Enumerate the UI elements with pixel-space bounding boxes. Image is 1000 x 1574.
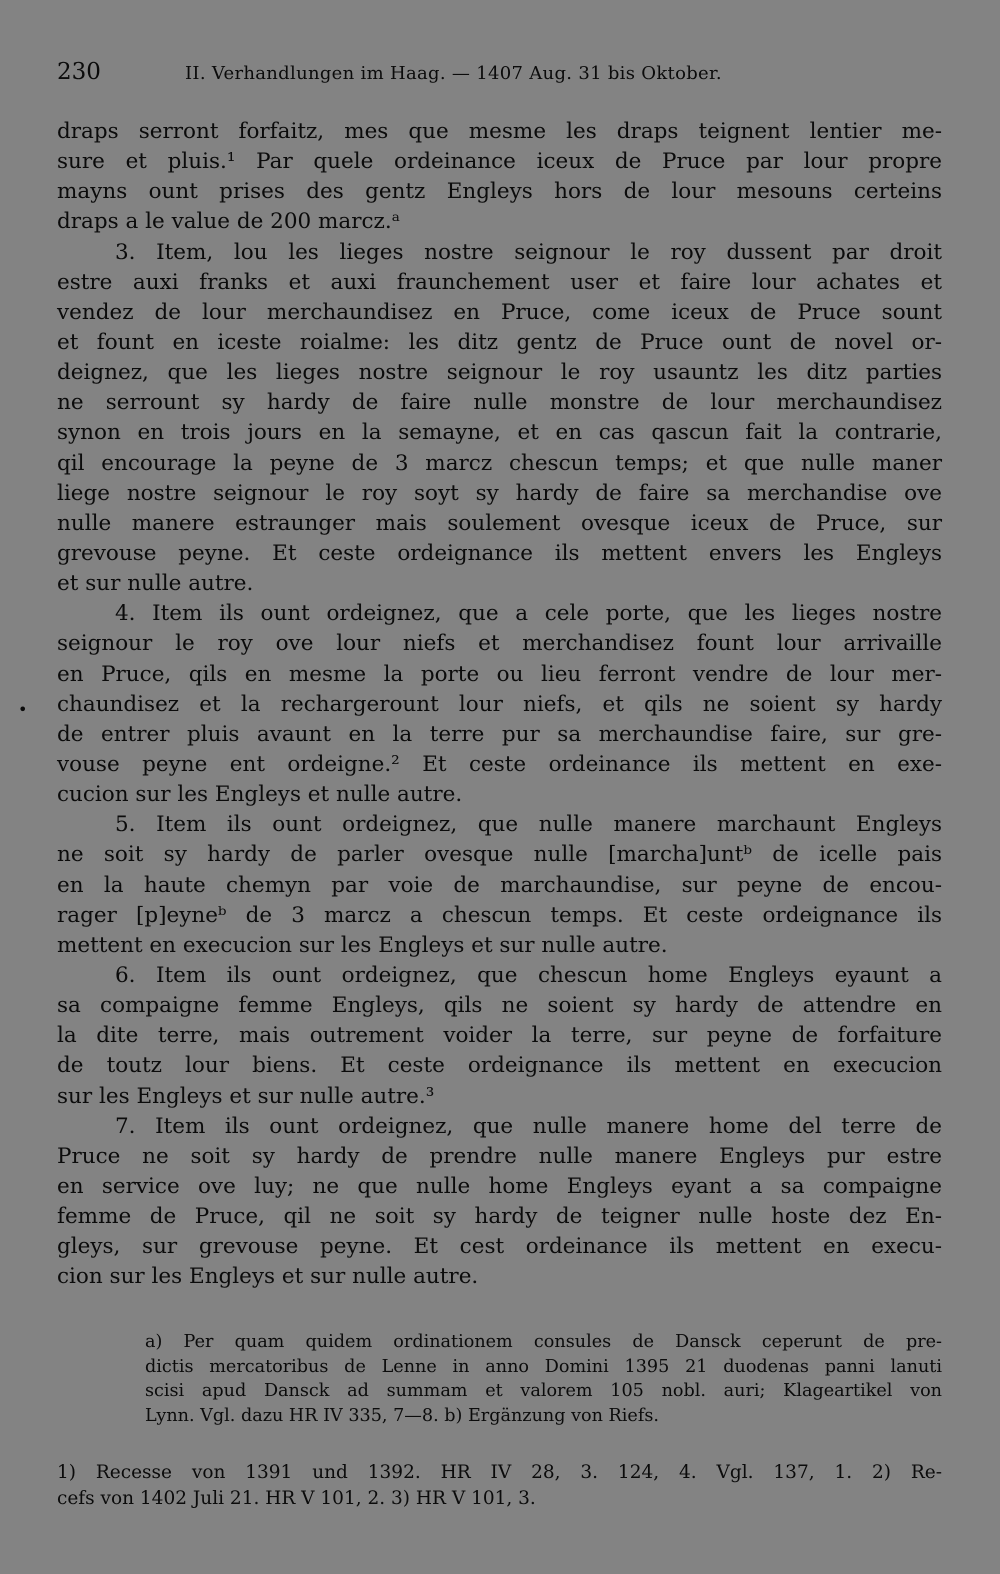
textual-note-line: scisi apud Dansck ad summam et valorem 105 nobl. auri; Klageartikel von — [145, 1381, 942, 1401]
text-line: deignez, que les lieges nostre seignour le roy usauntz les ditz parties — [57, 360, 942, 386]
text-line: ne serrount sy hardy de faire nulle monstre de lour merchaundisez — [57, 390, 942, 416]
text-line: estre auxi franks et auxi fraunchement user et faire lour achates et — [57, 269, 942, 295]
footnote-line: 1) Recesse von 1391 und 1392. HR IV 28, 3. 124, 4. Vgl. 137, 1. 2) Re- — [57, 1462, 942, 1483]
text-line: sure et pluis.¹ Par quele ordeinance iceux de Pruce par lour propre — [57, 149, 942, 175]
textual-notes — [145, 1330, 942, 1428]
text-line: sa compaigne femme Engleys, qils ne soient sy hardy de attendre en — [57, 993, 942, 1019]
text-line: nulle manere estraunger mais soulement ovesque iceux de Pruce, sur — [57, 510, 942, 536]
text-line: qil encourage la peyne de 3 marcz chescun temps; et que nulle maner — [57, 450, 942, 476]
text-line: en la haute chemyn par voie de marchaundise, sur peyne de encou- — [57, 872, 942, 898]
running-head — [57, 56, 942, 88]
text-line: en Pruce, qils en mesme la porte ou lieu ferront vendre de lour mer- — [57, 661, 942, 687]
main-text — [57, 117, 942, 1292]
footnotes — [57, 1460, 942, 1512]
text-line: sur les Engleys et sur nulle autre.³ — [57, 1083, 435, 1109]
text-line: vouse peyne ent ordeigne.² Et ceste ordeinance ils mettent en exe- — [57, 751, 942, 777]
text-line: cucion sur les Engleys et nulle autre. — [57, 782, 463, 808]
text-line: de toutz lour biens. Et ceste ordeignance ils mettent en execucion — [57, 1053, 942, 1079]
text-line: 6. Item ils ount ordeignez, que chescun home Engleys eyaunt a — [115, 962, 942, 988]
text-line: mayns ount prises des gentz Engleys hors de lour mesouns certeins — [57, 179, 942, 205]
margin-mark: • — [18, 700, 28, 719]
text-line: liege nostre seignour le roy soyt sy hardy de faire sa merchandise ove — [57, 480, 942, 506]
text-line: de entrer pluis avaunt en la terre pur sa merchaundise faire, sur gre- — [57, 721, 942, 747]
footnote-line: cefs von 1402 Juli 21. HR V 101, 2. 3) HR V 101, 3. — [57, 1488, 536, 1509]
text-line: et sur nulle autre. — [57, 571, 254, 597]
text-line: 5. Item ils ount ordeignez, que nulle manere marchaunt Engleys — [115, 812, 942, 838]
text-line: Pruce ne soit sy hardy de prendre nulle manere Engleys pur estre — [57, 1143, 942, 1169]
text-line: 4. Item ils ount ordeignez, que a cele porte, que les lieges nostre — [115, 601, 942, 627]
textual-note-line: Lynn. Vgl. dazu HR IV 335, 7—8. b) Ergänzung von Riefs. — [145, 1405, 659, 1426]
text-line: femme de Pruce, qil ne soit sy hardy de teigner nulle hoste dez En- — [57, 1204, 942, 1230]
running-title: II. Verhandlungen im Haag. — 1407 Aug. 31 bis Oktober. — [185, 63, 722, 84]
text-line: 7. Item ils ount ordeignez, que nulle manere home del terre de — [115, 1113, 942, 1139]
text-line: la dite terre, mais outrement voider la terre, sur peyne de forfaiture — [57, 1023, 942, 1049]
text-line: chaundisez et la rechargerount lour niefs, et qils ne soient sy hardy — [57, 691, 942, 717]
text-line: mettent en execucion sur les Engleys et sur nulle autre. — [57, 932, 668, 958]
text-line: gleys, sur grevouse peyne. Et cest ordeinance ils mettent en execu- — [57, 1234, 942, 1260]
text-line: et fount en iceste roialme: les ditz gentz de Pruce ount de novel or- — [57, 329, 942, 355]
textual-note-line: a) Per quam quidem ordinationem consules de Dansck ceperunt de pre- — [145, 1332, 942, 1352]
text-line: 3. Item, lou les lieges nostre seignour le roy dussent par droit — [115, 239, 942, 265]
text-line: seignour le roy ove lour niefs et merchandisez fount lour arrivaille — [57, 631, 942, 657]
text-line: cion sur les Engleys et sur nulle autre. — [57, 1264, 479, 1290]
text-line: draps a le value de 200 marcz.ᵃ — [57, 209, 400, 235]
text-line: draps serront forfaitz, mes que mesme les draps teignent lentier me- — [57, 119, 942, 144]
text-line: grevouse peyne. Et ceste ordeignance ils mettent envers les Engleys — [57, 540, 942, 566]
page-number: 230 — [57, 59, 101, 85]
text-line: rager [p]eyneᵇ de 3 marcz a chescun temps. Et ceste ordeignance ils — [57, 902, 942, 928]
text-line: vendez de lour merchaundisez en Pruce, come iceux de Pruce sount — [57, 299, 942, 325]
text-line: ne soit sy hardy de parler ovesque nulle [marcha]untᵇ de icelle pais — [57, 842, 942, 868]
textual-note-line: dictis mercatoribus de Lenne in anno Domini 1395 21 duodenas panni lanuti — [145, 1356, 942, 1377]
text-line: en service ove luy; ne que nulle home Engleys eyant a sa compaigne — [57, 1173, 942, 1199]
text-line: synon en trois jours en la semayne, et en cas qascun fait la contrarie, — [57, 420, 942, 446]
